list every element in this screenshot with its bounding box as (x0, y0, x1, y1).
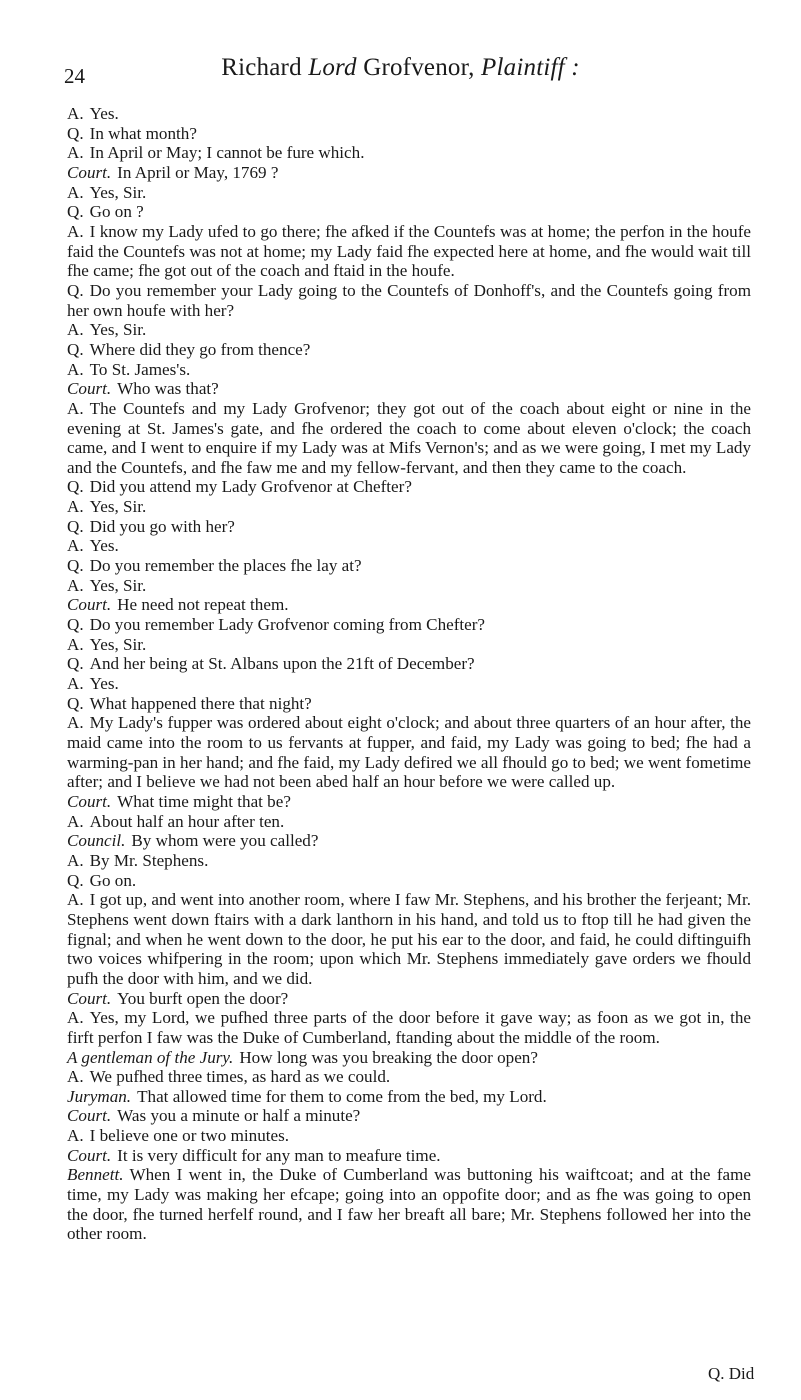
speech-text: You burft open the door? (117, 988, 289, 1008)
testimony-line (67, 694, 751, 714)
speaker-label: Juryman. (67, 1086, 132, 1106)
speech-text: Do you remember Lady Grofvenor coming from Chefter? (89, 615, 486, 635)
speech-text: We pufhed three times, as hard as we could. (89, 1067, 391, 1087)
testimony-text (67, 104, 751, 1244)
speech-text: Where did they go from thence? (89, 339, 311, 359)
speaker-label: A. (67, 811, 84, 831)
speech-text: I believe one or two minutes. (89, 1126, 289, 1146)
testimony-line (67, 320, 751, 340)
testimony-line (67, 379, 751, 399)
speaker-label: Court. (67, 1106, 112, 1126)
speech-text: How long was you breaking the door open? (239, 1047, 538, 1067)
speaker-label: A. (67, 104, 84, 123)
testimony-line (67, 890, 751, 988)
speaker-label: A. (67, 674, 84, 694)
speaker-label: Q. (67, 280, 84, 300)
speaker-label: Court. (67, 791, 112, 811)
testimony-line (67, 674, 751, 694)
testimony-line (67, 1067, 751, 1087)
testimony-line (67, 831, 751, 851)
speaker-label: A. (67, 536, 84, 556)
speech-text: It is very difficult for any man to meafure time. (117, 1145, 441, 1165)
speaker-label: Q. (67, 556, 84, 576)
testimony-line (67, 202, 751, 222)
testimony-line (67, 1146, 751, 1166)
speech-text: He need not repeat them. (117, 595, 289, 615)
testimony-line (67, 871, 751, 891)
testimony-line (67, 183, 751, 203)
speech-text: And her being at St. Albans upon the 21ft of December? (89, 654, 475, 674)
testimony-line (67, 281, 751, 320)
speech-text: In April or May; I cannot be fure which. (89, 143, 365, 163)
speaker-label: A. (67, 713, 84, 733)
testimony-line (67, 792, 751, 812)
speech-text: What time might that be? (117, 791, 291, 811)
speech-text: Did you go with her? (89, 516, 235, 536)
speaker-label: Q. (67, 516, 84, 536)
speaker-label: A. (67, 634, 84, 654)
testimony-line (67, 163, 751, 183)
testimony-line (67, 556, 751, 576)
speech-text: In April or May, 1769 ? (117, 162, 279, 182)
testimony-line (67, 536, 751, 556)
running-head-part: Grofvenor, (356, 54, 482, 81)
speech-text: When I went in, the Duke of Cumberland was buttoning his waiftcoat; and at the fame time, my Lady was making her efcape; going into an oppofite door; and as fhe was going to open the door, fhe turned herfelf round, and I faw her breaft all bare; Mr. Stephens followed her into the other room. (67, 1165, 751, 1244)
speech-text: Do you remember the places fhe lay at? (89, 556, 362, 576)
speech-text: In what month? (89, 123, 197, 143)
testimony-line (67, 399, 751, 478)
running-head-italic: Plaintiff : (481, 54, 580, 81)
running-head-italic: Lord (308, 54, 357, 81)
speaker-label: A. (67, 143, 84, 163)
running-head (0, 54, 801, 82)
testimony-line (67, 1106, 751, 1126)
speech-text: Yes, Sir. (89, 320, 147, 340)
speaker-label: Q. (67, 693, 84, 713)
speech-text: Go on ? (89, 202, 144, 222)
testimony-line (67, 654, 751, 674)
speech-text: Yes, Sir. (89, 497, 147, 517)
speaker-label: A. (67, 1126, 84, 1146)
speech-text: About half an hour after ten. (89, 811, 285, 831)
speech-text: Yes. (89, 536, 119, 556)
testimony-line (67, 615, 751, 635)
speech-text: Did you attend my Lady Grofvenor at Chefter? (89, 477, 412, 497)
speech-text: That allowed time for them to come from the bed, my Lord. (137, 1086, 547, 1106)
speech-text: I got up, and went into another room, where I faw Mr. Stephens, and his brother the ferjeant; Mr. Stephens went down ftairs with a dark lanthorn in his hand, and told us to ftop till he had given the fignal; and when he went down to the door, he put his ear to the door, and faid, he could diftinguifh two voices whifpering in the room; upon which Mr. Stephens immediately gave orders we fhould pufh the door with him, and we did. (67, 890, 751, 988)
speaker-label: Q. (67, 870, 84, 890)
speech-text: Do you remember your Lady going to the Countefs of Donhoff's, and the Countefs going from her own houfe with her? (67, 280, 751, 320)
testimony-line (67, 1087, 751, 1107)
speaker-label: Court. (67, 595, 112, 615)
speaker-label: A. (67, 182, 84, 202)
speaker-label: Council. (67, 831, 126, 851)
testimony-line (67, 1126, 751, 1146)
testimony-line (67, 124, 751, 144)
testimony-line (67, 497, 751, 517)
testimony-line (67, 713, 751, 792)
page-number: 24 (64, 64, 85, 88)
speech-text: My Lady's fupper was ordered about eight o'clock; and about three quarters of an hour after, the maid came into the room to us fervants at fupper, and faid, my Lady was going to bed; fhe had a warming-pan in her hand; and fhe faid, my Lady defired we all fhould go to bed; we went fometime after; and I believe we had not been abed half an hour before we were called up. (67, 713, 752, 792)
speaker-label: Q. (67, 477, 84, 497)
speaker-label: Court. (67, 162, 112, 182)
speaker-label: A. (67, 575, 84, 595)
speaker-label: Q. (67, 339, 84, 359)
testimony-line (67, 989, 751, 1009)
testimony-line (67, 340, 751, 360)
testimony-line (67, 812, 751, 832)
testimony-line (67, 1008, 751, 1047)
testimony-line (67, 104, 751, 124)
testimony-line (67, 635, 751, 655)
speech-text: By Mr. Stephens. (89, 850, 209, 870)
testimony-line (67, 517, 751, 537)
speech-text: Yes, Sir. (89, 634, 147, 654)
speaker-label: A. (67, 1008, 84, 1028)
testimony-line (67, 1165, 751, 1244)
speaker-label: A. (67, 398, 84, 418)
testimony-line (67, 143, 751, 163)
speaker-label: Q. (67, 123, 84, 143)
speaker-label: A. (67, 1067, 84, 1087)
speech-text: By whom were you called? (131, 831, 319, 851)
testimony-line (67, 576, 751, 596)
speaker-label: A. (67, 359, 84, 379)
speech-text: The Countefs and my Lady Grofvenor; they got out of the coach about eight or nine in the evening at St. James's gate, and fhe ordered the coach to come about eleven o'clock; the coach came, and I went to enquire if my Lady was at Mifs Vernon's; and as we were going, I met my Lady and the Countefs, and fhe faw me and my fellow-fervant, and then they came to the coach. (67, 398, 751, 477)
speaker-label: Bennett. (67, 1165, 124, 1185)
speaker-label: Court. (67, 379, 112, 399)
testimony-line (67, 1048, 751, 1068)
speech-text: Yes, Sir. (89, 182, 147, 202)
testimony-line (67, 360, 751, 380)
speaker-label: Q. (67, 202, 84, 222)
speaker-label: Court. (67, 988, 112, 1008)
speaker-label: A. (67, 850, 84, 870)
speaker-label: A. (67, 497, 84, 517)
speech-text: Yes. (89, 104, 119, 123)
speaker-label: A. (67, 221, 84, 241)
speech-text: Who was that? (117, 379, 219, 399)
speech-text: Yes, Sir. (89, 575, 147, 595)
speaker-label: Q. (67, 615, 84, 635)
speech-text: I know my Lady ufed to go there; fhe afked if the Countefs was at home; the perfon in the houfe faid the Countefs was not at home; my Lady faid fhe expected here at home, and fhe would wait till fhe came; fhe got out of the coach and ftaid in the houfe. (67, 221, 751, 281)
speech-text: Yes, my Lord, we pufhed three parts of the door before it gave way; as foon as we got in, the firft perfon I faw was the Duke of Cumberland, ftanding about the middle of the room. (67, 1008, 751, 1047)
speech-text: To St. James's. (89, 359, 191, 379)
running-head-part: Richard (221, 54, 309, 81)
speaker-label: A gentleman of the Jury. (67, 1047, 234, 1067)
catchword: Q. Did (708, 1364, 755, 1383)
testimony-line (67, 477, 751, 497)
speech-text: What happened there that night? (89, 693, 312, 713)
speaker-label: Court. (67, 1145, 112, 1165)
testimony-line (67, 851, 751, 871)
speech-text: Was you a minute or half a minute? (117, 1106, 361, 1126)
testimony-line (67, 595, 751, 615)
testimony-line (67, 222, 751, 281)
speech-text: Go on. (89, 870, 137, 890)
speaker-label: Q. (67, 654, 84, 674)
page-header (0, 54, 801, 94)
speaker-label: A. (67, 890, 84, 910)
speaker-label: A. (67, 320, 84, 340)
speech-text: Yes. (89, 674, 119, 694)
